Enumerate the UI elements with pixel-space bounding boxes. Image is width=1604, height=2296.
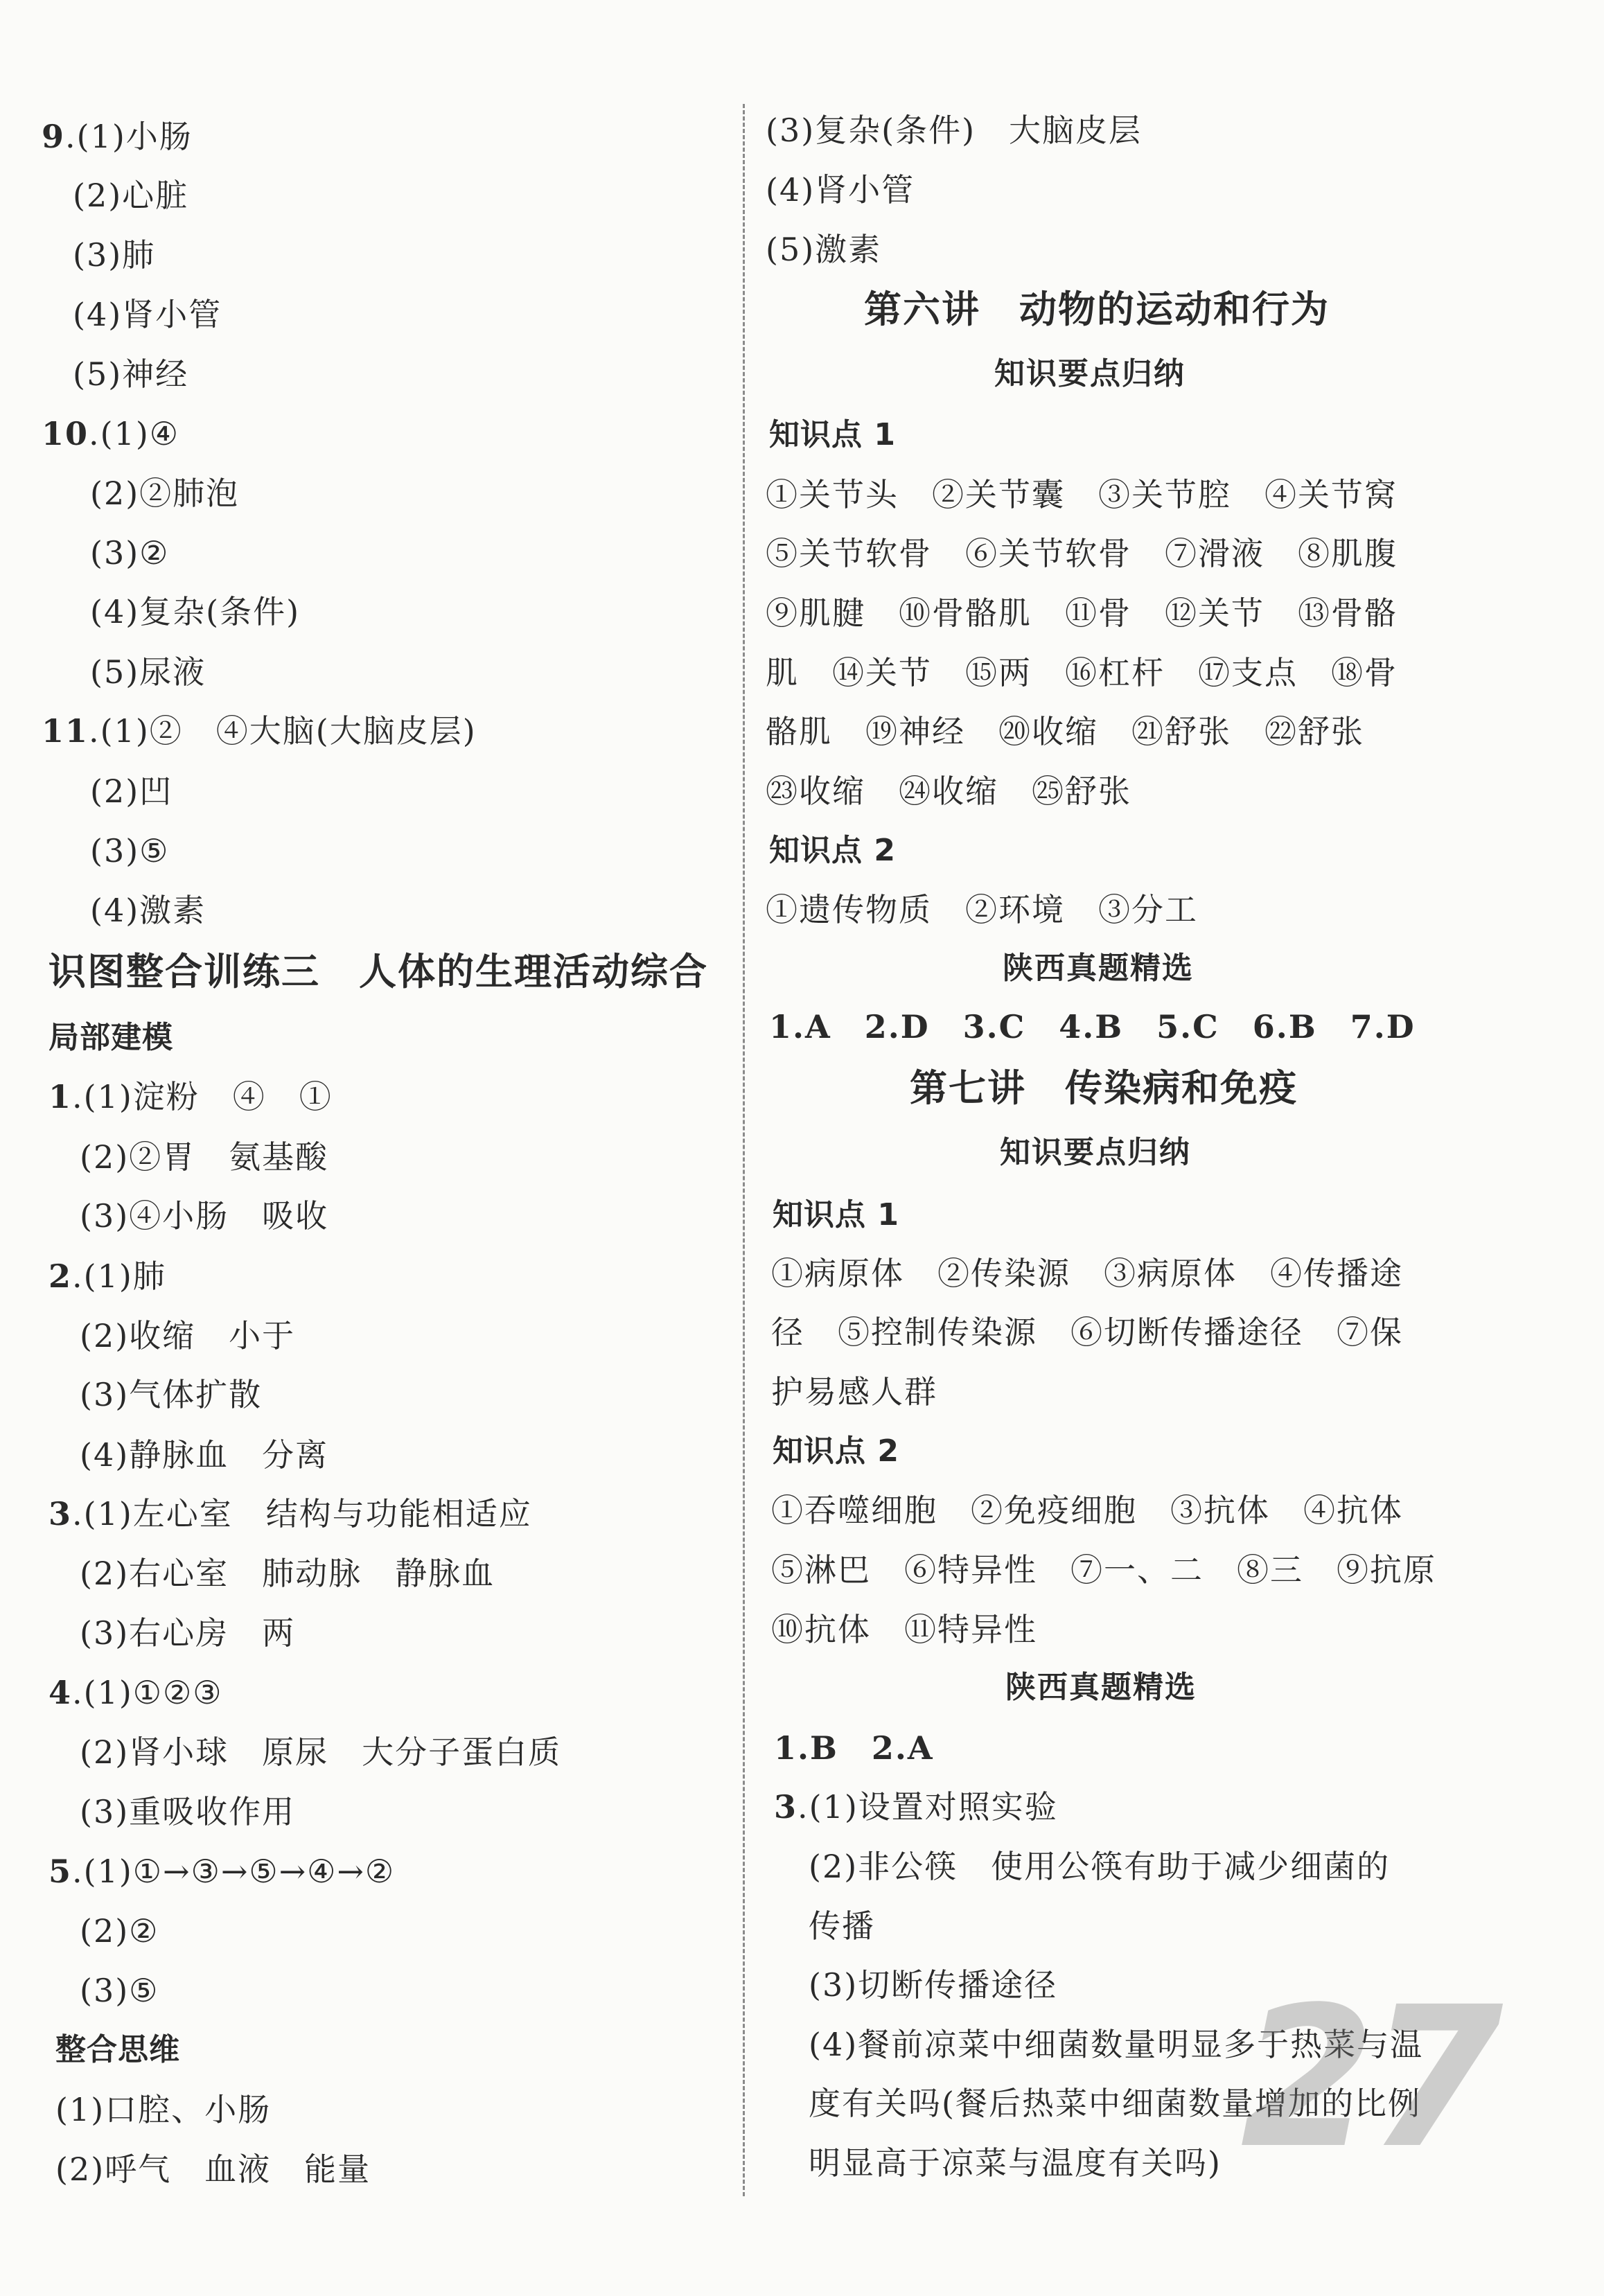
practice-4-line-2: (2)肾小球 原尿 大分子蛋白质 [80, 1733, 562, 1771]
knowledge-point-2-line: ①遗传物质 ②环境 ③分工 [766, 891, 1198, 928]
shaanxi-3-line-1: 3.(1)设置对照实验 [774, 1788, 1058, 1826]
answer-9-line-2: (2)心脏 [73, 177, 189, 214]
right-top-line-1: (3)复杂(条件) 大脑皮层 [766, 112, 1143, 149]
knowledge-point-1b-line: ①病原体 ②传染源 ③病原体 ④传播途 [771, 1255, 1403, 1292]
practice-2-line-2: (2)收缩 小于 [80, 1317, 296, 1354]
answer-11-line-3: (3)⑤ [90, 832, 170, 869]
shaanxi-3-line-3: 传播 [809, 1907, 875, 1945]
knowledge-point-2b-line: ⑩抗体 ⑪特异性 [771, 1611, 1037, 1648]
answer-9-line-1: 9.(1)小肠 [42, 118, 193, 155]
knowledge-summary-heading-2: 知识要点归纳 [1000, 1135, 1191, 1170]
knowledge-point-1b-line: 径 ⑤控制传染源 ⑥切断传播途径 ⑦保 [771, 1314, 1403, 1351]
practice-5-line-2: (2)② [80, 1912, 159, 1950]
knowledge-point-1b-line: 护易感人群 [771, 1373, 937, 1411]
answer-11-line-2: (2)凹 [90, 772, 173, 810]
practice-3-line-2: (2)右心室 肺动脉 静脉血 [80, 1555, 495, 1592]
practice-5-line-1: 5.(1)①→③→⑤→④→② [49, 1853, 396, 1890]
shaanxi-3-line-2: (2)非公筷 使用公筷有助于减少细菌的 [809, 1848, 1391, 1885]
lecture-7-title: 第七讲 传染病和免疫 [910, 1066, 1298, 1110]
integrated-line-2: (2)呼气 血液 能量 [55, 2151, 371, 2188]
practice-2-line-4: (4)静脉血 分离 [80, 1436, 329, 1474]
answer-10-line-2: (2)②肺泡 [90, 475, 240, 512]
knowledge-point-2b-label: 知识点 2 [773, 1433, 899, 1469]
practice-1-line-1: 1.(1)淀粉 ④ ① [49, 1078, 333, 1115]
answer-10-line-5: (5)尿液 [90, 653, 206, 691]
answer-9-line-3: (3)肺 [73, 236, 156, 274]
shaanxi-answers-1: 1.A 2.D 3.C 4.B 5.C 6.B 7.D [769, 1008, 1416, 1045]
practice-1-line-3: (3)④小肠 吸收 [80, 1197, 329, 1235]
lecture-6-title: 第六讲 动物的运动和行为 [864, 288, 1330, 331]
knowledge-point-1-line: 骼肌 ⑲神经 ⑳收缩 ㉑舒张 ㉒舒张 [766, 713, 1364, 750]
right-top-line-2: (4)肾小管 [766, 171, 915, 209]
practice-3-line-1: 3.(1)左心室 结构与功能相适应 [49, 1495, 532, 1533]
answer-9-line-5: (5)神经 [73, 355, 189, 393]
practice-2-line-3: (3)气体扩散 [80, 1376, 263, 1413]
shaanxi-3-line-5: (4)餐前凉菜中细菌数量明显多于热菜与温 [809, 2026, 1424, 2063]
shaanxi-3-line-6: 度有关吗(餐后热菜中细菌数量增加的比例 [809, 2085, 1421, 2122]
knowledge-summary-heading-1: 知识要点归纳 [994, 356, 1186, 391]
answer-11-line-1: 11.(1)② ④大脑(大脑皮层) [42, 712, 477, 750]
right-top-line-3: (5)激素 [766, 231, 882, 268]
knowledge-point-1b-label: 知识点 1 [773, 1197, 899, 1233]
answer-10-line-3: (3)② [90, 534, 170, 572]
column-divider [743, 104, 745, 2196]
page-number: 27 [1240, 1966, 1497, 2191]
shaanxi-answers-2: 1.B 2.A [774, 1729, 934, 1767]
practice-5-line-3: (3)⑤ [80, 1972, 159, 2009]
knowledge-point-1-label: 知识点 1 [769, 417, 896, 452]
shaanxi-3-line-7: 明显高于凉菜与温度有关吗) [809, 2144, 1222, 2182]
section-title: 识图整合训练三 人体的生理活动综合 [49, 950, 708, 994]
local-model-label: 局部建模 [49, 1020, 173, 1055]
knowledge-point-2-label: 知识点 2 [769, 833, 896, 868]
shaanxi-heading-2: 陕西真题精选 [1005, 1670, 1197, 1705]
answer-10-line-4: (4)复杂(条件) [90, 593, 301, 630]
integrated-thinking-label: 整合思维 [55, 2032, 180, 2067]
shaanxi-3-line-4: (3)切断传播途径 [809, 1966, 1058, 2004]
knowledge-point-1-line: ①关节头 ②关节囊 ③关节腔 ④关节窝 [766, 476, 1398, 513]
knowledge-point-1-line: ⑨肌腱 ⑩骨骼肌 ⑪骨 ⑫关节 ⑬骨骼 [766, 594, 1398, 632]
answer-11-line-4: (4)激素 [90, 892, 206, 929]
practice-4-line-3: (3)重吸收作用 [80, 1793, 296, 1830]
knowledge-point-1-line: ㉓收缩 ㉔收缩 ㉕舒张 [766, 772, 1131, 810]
practice-4-line-1: 4.(1)①②③ [49, 1674, 223, 1711]
knowledge-point-1-line: 肌 ⑭关节 ⑮两 ⑯杠杆 ⑰支点 ⑱骨 [766, 654, 1398, 691]
practice-2-line-1: 2.(1)肺 [49, 1257, 166, 1295]
practice-3-line-3: (3)右心房 两 [80, 1614, 296, 1652]
integrated-line-1: (1)口腔、小肠 [55, 2091, 272, 2128]
answer-10-line-1: 10.(1)④ [42, 415, 180, 452]
knowledge-point-1-line: ⑤关节软骨 ⑥关节软骨 ⑦滑液 ⑧肌腹 [766, 535, 1398, 572]
knowledge-point-2b-line: ⑤淋巴 ⑥特异性 ⑦一、二 ⑧三 ⑨抗原 [771, 1551, 1436, 1589]
answer-9-line-4: (4)肾小管 [73, 296, 222, 333]
knowledge-point-2b-line: ①吞噬细胞 ②免疫细胞 ③抗体 ④抗体 [771, 1492, 1403, 1529]
practice-1-line-2: (2)②胃 氨基酸 [80, 1138, 329, 1176]
shaanxi-heading-1: 陕西真题精选 [1003, 951, 1194, 986]
